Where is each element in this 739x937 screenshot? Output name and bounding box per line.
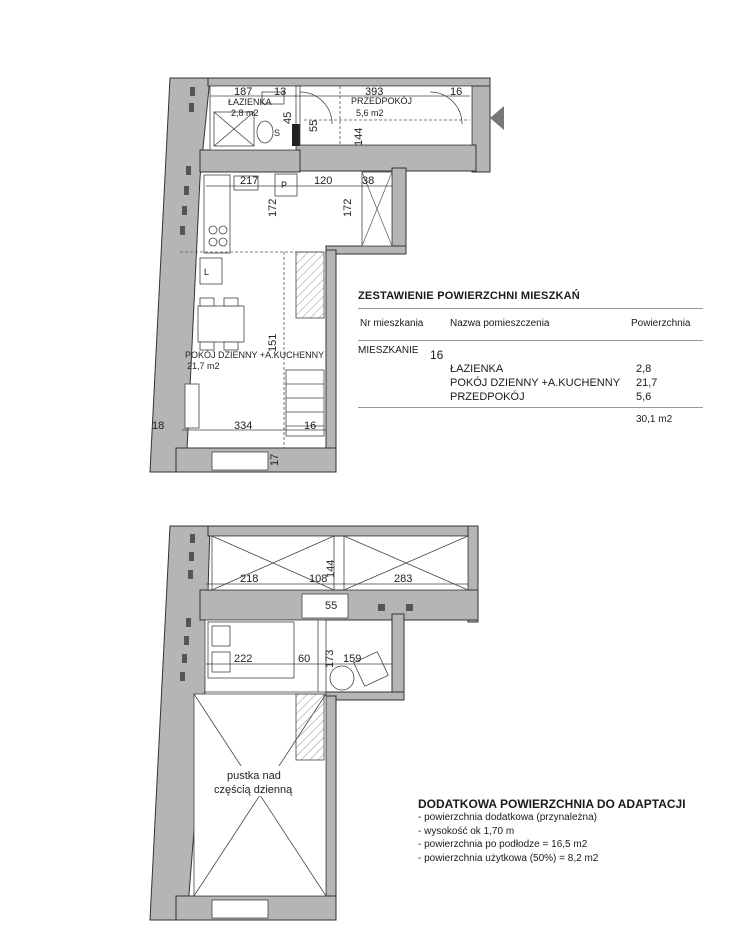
adaptation-note xyxy=(418,797,718,865)
adaptation-line: - powierzchnia po podłodze = 16,5 m2 xyxy=(418,839,588,850)
pillow xyxy=(212,626,230,646)
dim-173: 173 xyxy=(324,649,336,668)
adaptation-line: - powierzchnia dodatkowa (przynależna) xyxy=(418,812,597,823)
dim-334: 334 xyxy=(234,420,253,432)
dim-16-bottom: 16 xyxy=(304,420,317,432)
summary-apartment-row xyxy=(358,345,703,363)
summary-header-row xyxy=(358,318,703,338)
row-room-area: 2,8 xyxy=(636,363,652,375)
dim-45: 45 xyxy=(282,111,294,124)
dim-55-floor2: 55 xyxy=(325,600,338,612)
round-table xyxy=(330,666,354,690)
dim-159: 159 xyxy=(343,653,362,665)
floor2-stair-hatch xyxy=(296,694,324,760)
row-room-name: POKÓJ DZIENNY +A.KUCHENNY xyxy=(450,377,621,389)
floor2-outer-wall-top xyxy=(208,526,478,536)
dim-393: 393 xyxy=(365,86,384,98)
col-area: Powierzchnia xyxy=(631,318,691,329)
dim-120: 120 xyxy=(314,175,333,187)
row-room-name: ŁAZIENKA xyxy=(450,363,504,375)
floor1-hall-label: PRZEDPOKÓJ xyxy=(351,96,413,106)
dim-144-floor1: 144 xyxy=(353,127,365,146)
floor1-bathroom-area: 2,8 m2 xyxy=(231,108,259,118)
floor2-wall-right-lower xyxy=(326,696,336,920)
floor2-wall-step-bottom xyxy=(326,692,404,700)
adaptation-title: DODATKOWA POWIERZCHNIA DO ADAPTACJI xyxy=(418,797,686,811)
dim-60: 60 xyxy=(298,653,311,665)
summary-total-divider xyxy=(358,407,703,408)
apartment-label: MIESZKANIE xyxy=(358,345,419,356)
summary-total: 30,1 m2 xyxy=(636,414,673,425)
floor1-wall-right-lower xyxy=(326,250,336,472)
floor1-wall-hall-bottom xyxy=(296,145,476,171)
col-apartment-number: Nr mieszkania xyxy=(360,318,424,329)
dim-13: 13 xyxy=(274,86,287,98)
floor1-hall-floor xyxy=(300,86,472,145)
void-label-line1: pustka nad xyxy=(227,770,281,782)
floor1-wall-step-right xyxy=(392,168,406,254)
dim-283: 283 xyxy=(394,573,413,585)
dining-table xyxy=(198,306,244,342)
dim-38: 38 xyxy=(362,175,375,187)
summary-room-row xyxy=(358,363,703,377)
dim-217: 217 xyxy=(240,175,259,187)
toilet xyxy=(257,121,273,143)
floor2-window xyxy=(212,900,268,918)
summary-divider xyxy=(358,308,703,309)
radiator-mark: S xyxy=(274,128,281,138)
dim-151: 151 xyxy=(267,333,279,352)
row-room-name: PRZEDPOKÓJ xyxy=(450,391,525,403)
row-room-area: 21,7 xyxy=(636,377,658,389)
floor1-living-area: 21,7 m2 xyxy=(187,361,220,371)
dim-172-right: 172 xyxy=(342,198,354,217)
apartment-number: 16 xyxy=(430,348,444,362)
dim-55-floor1: 55 xyxy=(308,119,320,132)
summary-header-divider xyxy=(358,340,703,341)
adaptation-line: - powierzchnia użytkowa (50%) = 8,2 m2 xyxy=(418,852,599,864)
dining-chair xyxy=(200,298,214,306)
summary-title: ZESTAWIENIE POWIERZCHNI MIESZKAŃ xyxy=(358,290,580,302)
void-label-line2: częścią dzienną xyxy=(214,784,293,796)
summary-room-row xyxy=(358,391,703,405)
entrance-arrow xyxy=(490,106,504,130)
floor1-hall-area: 5,6 m2 xyxy=(356,108,384,118)
dim-218: 218 xyxy=(240,573,259,585)
floor1-wall-step-bottom xyxy=(326,246,406,254)
summary-total-row xyxy=(358,414,703,428)
dim-17: 17 xyxy=(269,453,281,466)
dim-18: 18 xyxy=(152,420,165,432)
row-room-area: 5,6 xyxy=(636,391,652,403)
fridge-mark: P xyxy=(281,180,288,190)
floor2-wall-step-right xyxy=(392,614,404,700)
summary-room-row xyxy=(358,377,703,391)
adaptation-line: - wysokość ok 1,70 m xyxy=(418,825,515,837)
floor1-outer-wall-top xyxy=(208,78,490,86)
floor1-bathroom-label: ŁAZIENKA xyxy=(228,97,272,107)
stair-hatch xyxy=(296,252,324,318)
area-summary-table xyxy=(358,290,703,428)
sofa xyxy=(185,384,199,428)
dim-187: 187 xyxy=(234,86,253,98)
dim-172-left: 172 xyxy=(267,198,279,217)
col-room-name: Nazwa pomieszczenia xyxy=(450,318,550,329)
dim-108: 108 xyxy=(309,573,328,585)
dim-16-top: 16 xyxy=(450,86,463,98)
balcony-window xyxy=(212,452,268,470)
radiator xyxy=(292,124,300,146)
dishwasher-mark: L xyxy=(204,267,210,277)
floor1-wall-bathroom-bottom xyxy=(200,150,300,172)
dim-222: 222 xyxy=(234,653,253,665)
floor1-living-label: POKÓJ DZIENNY +A.KUCHENNY xyxy=(185,350,325,360)
dim-144-floor2: 144 xyxy=(325,559,337,578)
